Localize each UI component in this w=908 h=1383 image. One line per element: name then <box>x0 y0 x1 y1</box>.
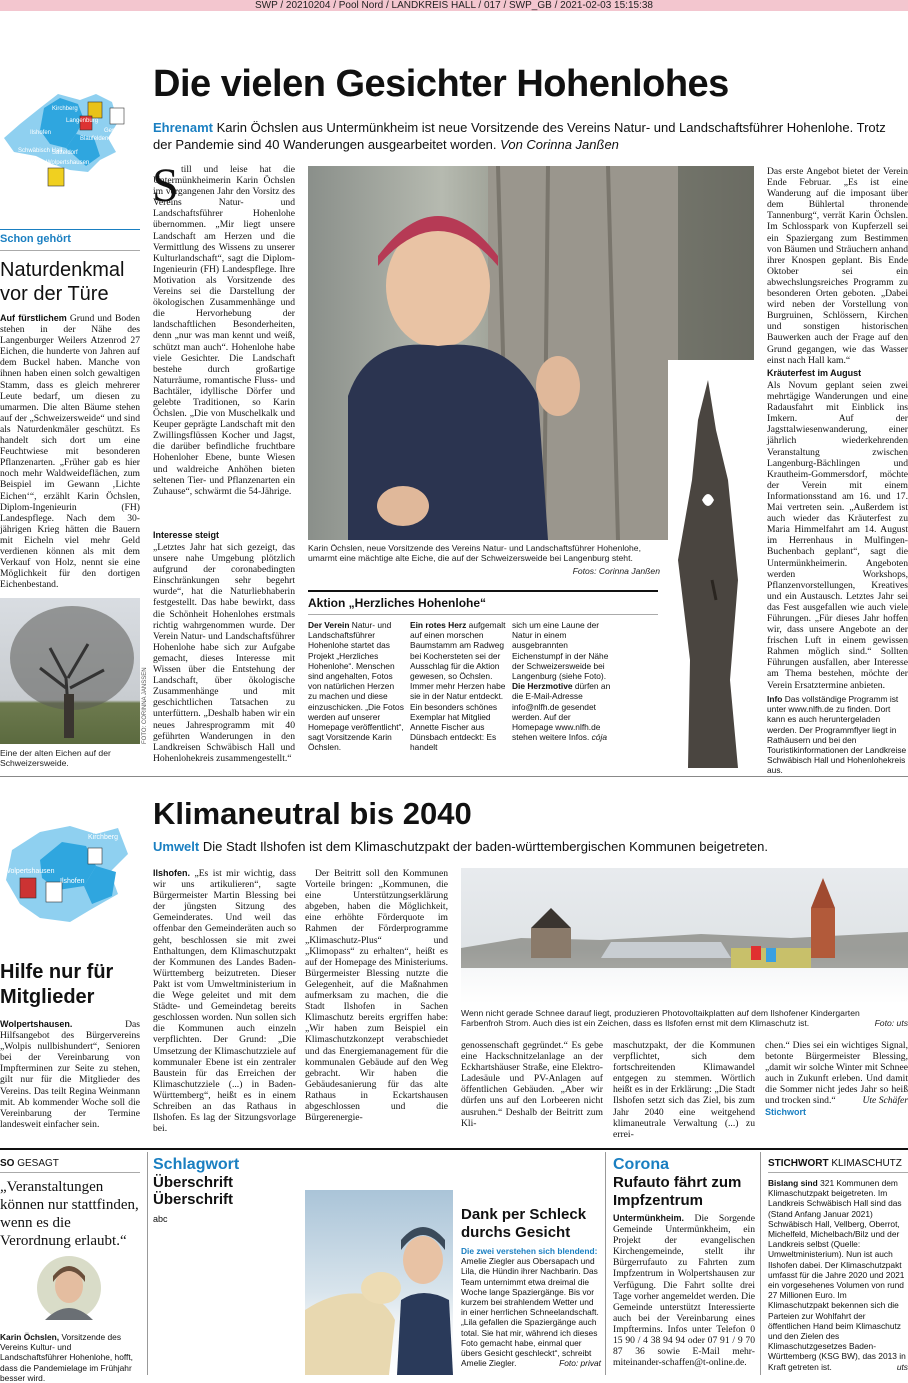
map-icon <box>0 86 140 196</box>
map-label: Wolpertshausen <box>46 160 90 166</box>
box-text: Ein rotes Herz aufgemalt auf einen morschen Baumstamm am Radweg bei Kochersteten sei der Ausschlag für die Aktion gewesen, so Öchslen. Immer mehr Herzen habe sie in der Natur entdeckt. Ein besonders schönes Exemplar hat Mitglied Annette Fischer aus Dünsbach entdeckt: Es handelt <box>410 620 506 753</box>
sidebar-text: Wolpertshausen. Das Hilfsangebot des Bürgervereins „Wolpis nullbishundert“, Senioren bei der Vereinbarung von Impfterminen zur Seite zu stehen, gilt nur für die Mitglieder des Vereins. Das teilt Regina Weinmann mit. Ab kommender Woche soll die Vereinbarung der Termine landesweit einfacher sein. <box>0 1019 140 1130</box>
photo-caption: Wenn nicht gerade Schnee darauf liegt, produzieren Photovoltaikplatten auf dem Ilshofener Kindergarten Farbenfroh Strom. Auch dies ist ein Zeichen, dass es Ilsfofen ernst mit dem Klimaschutz ist. <box>461 1008 860 1029</box>
map-label: Ilshofen <box>60 878 85 885</box>
box-headline: Überschrift Überschrift <box>153 1174 234 1208</box>
divider <box>0 1148 908 1150</box>
region-map <box>0 86 140 196</box>
heart-stump-photo <box>668 360 754 768</box>
section-label: SO GESAGT <box>0 1158 59 1169</box>
section-label: Schon gehört <box>0 233 71 245</box>
divider <box>0 1172 140 1173</box>
box-headline: Rufauto fährt zum Impfzentrum <box>613 1174 742 1209</box>
kindergarten-photo <box>461 868 908 1004</box>
article-headline: Klimaneutral bis 2040 <box>153 796 472 831</box>
box-text: sich um eine Laune der Natur in einem ausgebrannten Eichenstumpf in der Nähe der Schweizersweide bei Langenburg (siehe Foto). Die Herzmotive dürfen an die E-Mail-Adresse info@nlfh.de gesendet werden. Auf der Homepage www.nlfh.de stehen weitere Infos. cója <box>512 620 611 743</box>
divider <box>0 229 140 230</box>
map-label: Blaufelden <box>80 136 109 142</box>
section-label: Corona <box>613 1156 669 1173</box>
divider <box>760 1152 761 1375</box>
article-text: „Letztes Jahr hat sich gezeigt, das unsere nahe Umgebung plötzlich aufgrund der coronabedingten Einschränkungen sehr begehrt wurde“, hat die Naturliebhaberin festgestellt. Das habe bewirkt, dass die Schönheit Hohenlohes erstmals richtig wahrgenommen wurde. Der Verein Natur- und Landschaftsführer Hohenlohe habe sich zur Aufgabe gemacht, dieses Interesse mit Wissen über die Entstehung der Landschaft, über ökologische Zusammenhänge und mit geschichtlichen Tatsachen zu unterfüttern. „Deshalb haben wir ein neues Jahresprogramm mit 40 geführten Wanderungen in den Landkreisen Schwäbisch Hall und Hohenlohekreis zusammengestellt.“ <box>153 542 295 764</box>
quote: „Veranstaltungen können nur stattfinden, wenn es die Verordnung erlaubt.“ <box>0 1179 139 1249</box>
box-text: Der Verein Natur- und Landschaftsführer Hohenlohe startet das Projekt „Herzliches Hohenlohe“. Menschen sind angehalten, Fotos von natürlichen Herzen zu machen und diese einzuschicken. „Die Fotos werden auf unserer Homepage veröffentlicht“, sagt Vorsitzende Karin Öchslen. <box>308 620 404 753</box>
article-headline: Die vielen Gesichter Hohenlohes <box>153 63 729 105</box>
photo-credit: Fotos: Corinna Janßen <box>572 566 660 576</box>
article-lead: Ehrenamt Karin Öchslen aus Untermünkheim ist neue Vorsitzende des Vereins Natur- und Landschaftsführer Hohenlohe. Trotz der Pandemie sind 40 Wanderungen ausgearbeitet worden. Von Corinna Janßen <box>153 120 886 152</box>
drop-cap: S <box>152 159 179 212</box>
divider <box>768 1172 908 1173</box>
map-label: Schwäbisch Hall <box>18 148 63 154</box>
article-text: genossenschaft gegründet.“ Es gebe eine Hackschnitzelanlage an der Eckhartshäuser Straße, eine Elektro-Ladesäule und PV-Anlagen auf öffentlichen Gebäuden. „Aber wir dürfen uns auf den Lorbeeren nicht ausruhen.“ Deshalb der Beitritt zum Kli- <box>461 1040 603 1129</box>
photo-caption: Eine der alten Eichen auf der Schweizersweide. <box>0 748 111 769</box>
box-text: Die zwei verstehen sich blendend: Amelie Ziegler aus Obersapach und Lila, die Hündin ihrer Nachbarin. Das Team unternimmt etwa dreimal die Woche lange Spaziergänge. Bis vor kurzem bei strahlendem Wetter und in einer herrlichen Schneelandschaft. „Lila gefallen die Spaziergänge auch total. Sie hat mir, während ich dieses Foto gemacht habe, einmal quer übers Gesicht geschleckt“, schreibt Amelie Ziegler. Foto: privat <box>461 1246 601 1369</box>
photo-caption: Karin Öchslen, neue Vorsitzende des Vereins Natur- und Landschaftsführer Hohenlohe, umarmt eine mächtige alte Eiche, die auf der Schweizersweide bei Langenburg steht. <box>308 543 641 564</box>
article-text: Der Beitritt soll den Kommunen Vorteile bringen: „Kommunen, die eine Unterstützungserklärung abgeben, haben die Möglichkeit, eine erhöhte Förderquote im Rahmen der Förderprogramme „Klimaschutz-Plus“ und „Klimopass“ zu erhalten“, heißt es auf der Homepage des Ministeriums. Bürgermeister Blessing nutzte die Gelegenheit, auf die Maßnahmen aufmerksam zu machen, die die Stadt Ilshofen in Sachen Klimaschutz bereits ergriffen habe: „Wir haben zum Beispiel ein Klimaschutzkonzept verabschiedet und das Energiemanagement für die kommunalen Gebäude auf den Weg gebracht. Wir haben die Gebäudesanierung für das alte Rathaus in Eckartshausen abgeschlossen und die Bürgerenergie- <box>305 868 448 1124</box>
section-label: STICHWORT KLIMASCHUTZ <box>768 1158 902 1169</box>
map-label: Satteldorf <box>52 150 78 156</box>
region-map <box>0 820 140 936</box>
map-label: Ilshofen <box>30 130 52 136</box>
box-text: Bislang sind 321 Kommunen dem Klimaschutzpakt beigetreten. Im Landkreis Schwäbisch Hall sind das (Stand Anfang Januar 2021) Schwäbisch Hall, Vellberg, Oberrot, Michelfeld, Michelbach/Bilz und der Landkreis selbst (Quelle: Umweltministerium). Nun ist auch Ilshofen dabei. Der Klimaschutzpakt umfasst für die Jahre 2020 und 2021 ein vorgesehenes Volumen von rund 27 Millionen Euro. Im Klimaschutzpakt bekennen sich die Parteien zur Wohlfahrt der öffentlichen Hand beim Klimaschutz und den Zielen des Klimaschutzgesetzes Baden-Württemberg (KSG BW), das 2013 in Kraft getreten ist. uts <box>768 1178 908 1372</box>
article-text: till und leise hat die Untermünkheimerin Karin Öchslen im vergangenen Jahr den Vorsitz des Vereins Natur- und Landschaftsführer Hohenlohe übernommen. „Mir liegt unsere Landschaft am Herzen und die Vermittlung des Wissens zu unserer Kulturlandschaft“, sagt die Diplom-Ingenieurin (FH) Landespflege. Ihre Motivation als Vorsitzende des Vereins sei die Darstellung der ökologischen Zusammenhänge und die Hervorhebung der landschaftlichen Besonderheiten, denn „nur was man kennt und weiß, schützt man auch“. Hohenlohe habe viele Gesichter. Die Landschaft bestehe durch großartige Naturräume, romantische Fluss- und Bachtäler, idyllische Dörfer und gelebte Traditionen, so Karin Öchslen. „Die von Muschelkalk und Keuper geprägte Landschaft mit den Zwillingsflüssen Kocher und Jagst, die darüber befindliche fruchtbare Hohenloher Ebene, bunte Wiesen und waldreiche Anhöhen bieten seltenen Tier- und Pflanzenarten ein Zuhause“, schwärmt die 54-Jährige. <box>153 164 295 497</box>
map-label: Gerabronn <box>104 128 133 134</box>
box-text: abc <box>153 1214 168 1224</box>
article-text: maschutzpakt, der die Kommunen verpflichtet, sich dem fortschreitenden Klimawandel entgegen zu stemmen. Wörtlich heißt es in der Erklärung: „Die Stadt Ilshofen setzt sich das Ziel, bis zum Jahr 2040 eine weitgehend klimaneutrale Verwaltung (...) zu errei- <box>613 1040 755 1140</box>
sidebar-headline: Hilfe nur für Mitglieder <box>0 961 114 1008</box>
sidebar-headline: Naturdenkmal vor der Türe <box>0 259 125 305</box>
page-header: SWP / 20210204 / Pool Nord / LANDKREIS HALL / 017 / SWP_GB / 2021-02-03 15:15:38 <box>0 0 908 11</box>
photo-credit: Foto: uts <box>874 1018 908 1028</box>
info-text: Info Das vollständige Programm ist unter www.nlfh.de zu finden. Dort kann es auch heruntergeladen werden. Der Programmflyer liegt in Rathäusern und bei den Touristikinformationen der Landkreise Schwäbisch Hall und Hohenlohekreis aus. <box>767 694 907 776</box>
map-label: Crailsheim <box>2 158 31 164</box>
divider <box>0 776 908 777</box>
quote-author: Karin Öchslen, Vorsitzende des Vereins Kultur- und Landschaftsführer Hohenlohe, hofft, dass die Pandemielage im Frühjahr besser wird. <box>0 1332 134 1383</box>
map-label: Kirchberg <box>52 106 78 112</box>
oak-photo <box>0 598 140 744</box>
article-text: Das erste Angebot bietet der Verein Ende Februar. „Es ist eine Wanderung auf die imposant über dem Bühlertal thronende Tannenburg“, verrät Karin Öchslen. Im Schlosspark von Kupferzell sei ein Spaziergang zum Bestimmen von Bäumen und Sträuchern anhand ihrer Knospen geplant. Bis Ende Oktober sei ein abwechslungsreiches Programm zu besonderen Orten geboten. „Dabei wird neben der Vorstellung von Burgruinen, Schlössern, Kirchen und sonstigen historischen Bauwerken auch der Frage auf den Grund gegangen, wie das Wasser einst nach Hall kam.“ <box>767 166 908 366</box>
box-title: Aktion „Herzliches Hohenlohe“ <box>308 596 487 610</box>
map-label: Wolpertshausen <box>4 868 55 875</box>
article-lead: Umwelt Die Stadt Ilshofen ist dem Klimaschutzpakt der baden-württembergischen Kommunen beigetreten. <box>153 839 768 854</box>
divider <box>605 1152 606 1375</box>
subheading: Kräuterfest im August <box>767 368 862 378</box>
subheading: Interesse steigt <box>153 530 220 540</box>
section-label: Schlagwort <box>153 1156 240 1173</box>
dog-photo <box>305 1190 453 1375</box>
article-text: Als Novum geplant seien zwei mehrtägige Wanderungen und eine Radausfahrt mit Einblick ins Imkern. Auf der Jagsttalwiesenwanderung, einer jährlich wiederkehrenden Veranstaltung zwischen Langenburg-Bächlingen und Krautheim-Gommersdorf, möchte der Verein mit einem Informationsstand am 16. und 17. Mai vertreten sein. „Außerdem ist auch wieder das Kräuterfest zu Maria Himmelfahrt am 14. August im Herrenhaus in Mulfingen-Buchenbach geplant“, sagt die Untermünkheimerin. Angeboten werden Workshops, Pflanzenvorstellungen, Kreatives und ein Austausch. Letztes Jahr sei das Fest ausgefallen wie auch viele Führungen. „Für dieses Jahr hoffen wir, dass unsere Angebote an der frischen Luft in einem gewissen Rahmen möglich sind.“ Sollten Führungen ausfallen, aber Interesse am Thema bestehen, möchte der Verein Ersatztermine anbieten. <box>767 380 908 691</box>
avatar <box>37 1256 101 1320</box>
photo-credit: FOTO: CORINNA JANSSEN <box>142 667 148 744</box>
sidebar-text: Auf fürstlichem Grund und Boden stehen in der Nähe des Langenburger Weilers Atzenrod 27 Eichen, die hunderte von Jahren auf dem Buckel haben. Manche von ihnen haben einen solch gewaltigen Stamm, dass es gleich mehrerer Leute bedarf, um diesen zu umarmen. Die alten Bäume stehen auf der „Schweizersweide“ und sind als Naturdenkmäler geschützt. Es handelt sich dort um eine Feuchtwiese mit besonderen Pflanzenarten. „Früher gab es hier noch mehr Waldweideflächen, zum Beispiel im Gewann ‚Lichte Eichen‘“, erzählt Karin Öchslen, Diplom-Ingenieurin (FH) Landespflege. Nach dem 30-jährigen Krieg hätten die Bauern mit Eicheln viel mehr Geld verdienen können als mit dem Verkauf von Holz, nennt sie eine Möglichkeit für den dortigen Eichenbestand. <box>0 313 140 591</box>
article-text: chen.“ Dies sei ein wichtiges Signal, betonte Bürgermeister Blessing, „damit wir solche Winter mit Schnee auch in Zukunft erleben. Und damit die Sommer nicht jedes Jahr so heiß und trocken sind.“ Ute Schäfer Stichwort <box>765 1040 908 1117</box>
map-label: Kirchberg <box>88 834 118 841</box>
divider <box>0 250 140 251</box>
divider <box>147 1152 148 1375</box>
divider <box>308 590 658 592</box>
box-headline: Dank per Schleck durchs Gesicht <box>461 1206 587 1241</box>
box-text: Untermünkheim. Die Sorgende Gemeinde Untermünkheim, ein Projekt der evangelischen Kirchengemeinde, stellt ihr Bürgerrufauto zu Fahrten zum Impfzentrum in Wolpertshausen zur Verfügung. Die Fahrt sollte drei Tage vorher angemeldet werden. Die Gemeinde unterstützt Interessierte auch bei der Vereinbarung eines Impftermins. Infos unter Telefon 0 15 90 / 4 38 94 94 oder 07 91 / 9 70 87 36 sowie E-Mail mehr-miteinander-schaffen@t-online.de. <box>613 1213 755 1369</box>
divider <box>308 614 658 615</box>
map-label: Langenburg <box>66 118 99 124</box>
article-text: Ilshofen. „Es ist mir wichtig, dass wir uns artikulieren“, sagte Bürgermeister Martin Blessing bei der jüngsten Sitzung des Gemeinderates. Und weil das offenbar den Gemeinderäten auch so geht, beschlossen sie mit zwei Enthaltungen, dem Klimaschutzpakt der Kommunen des Landes Baden-Württemberg beizutreten. Dieser Pakt ist vom Umweltministerium in die Wege geleitet und mit dem Städte- und Gemeindetag bereits geschlossen worden. Nun sollen sich die Kommunen auch einzeln verpflichten. Der Grund: „Die Umsetzung der Klimaschutzziele auf kommunaler Ebene ist ein zentraler Baustein für das Erreichen der Klimaschutzziele (...) in Baden-Württemberg“, heißt es in einem Schreiben an das Rathaus in Ilshofen. Es lag der Sitzungsvorlage bei. <box>153 868 297 1135</box>
